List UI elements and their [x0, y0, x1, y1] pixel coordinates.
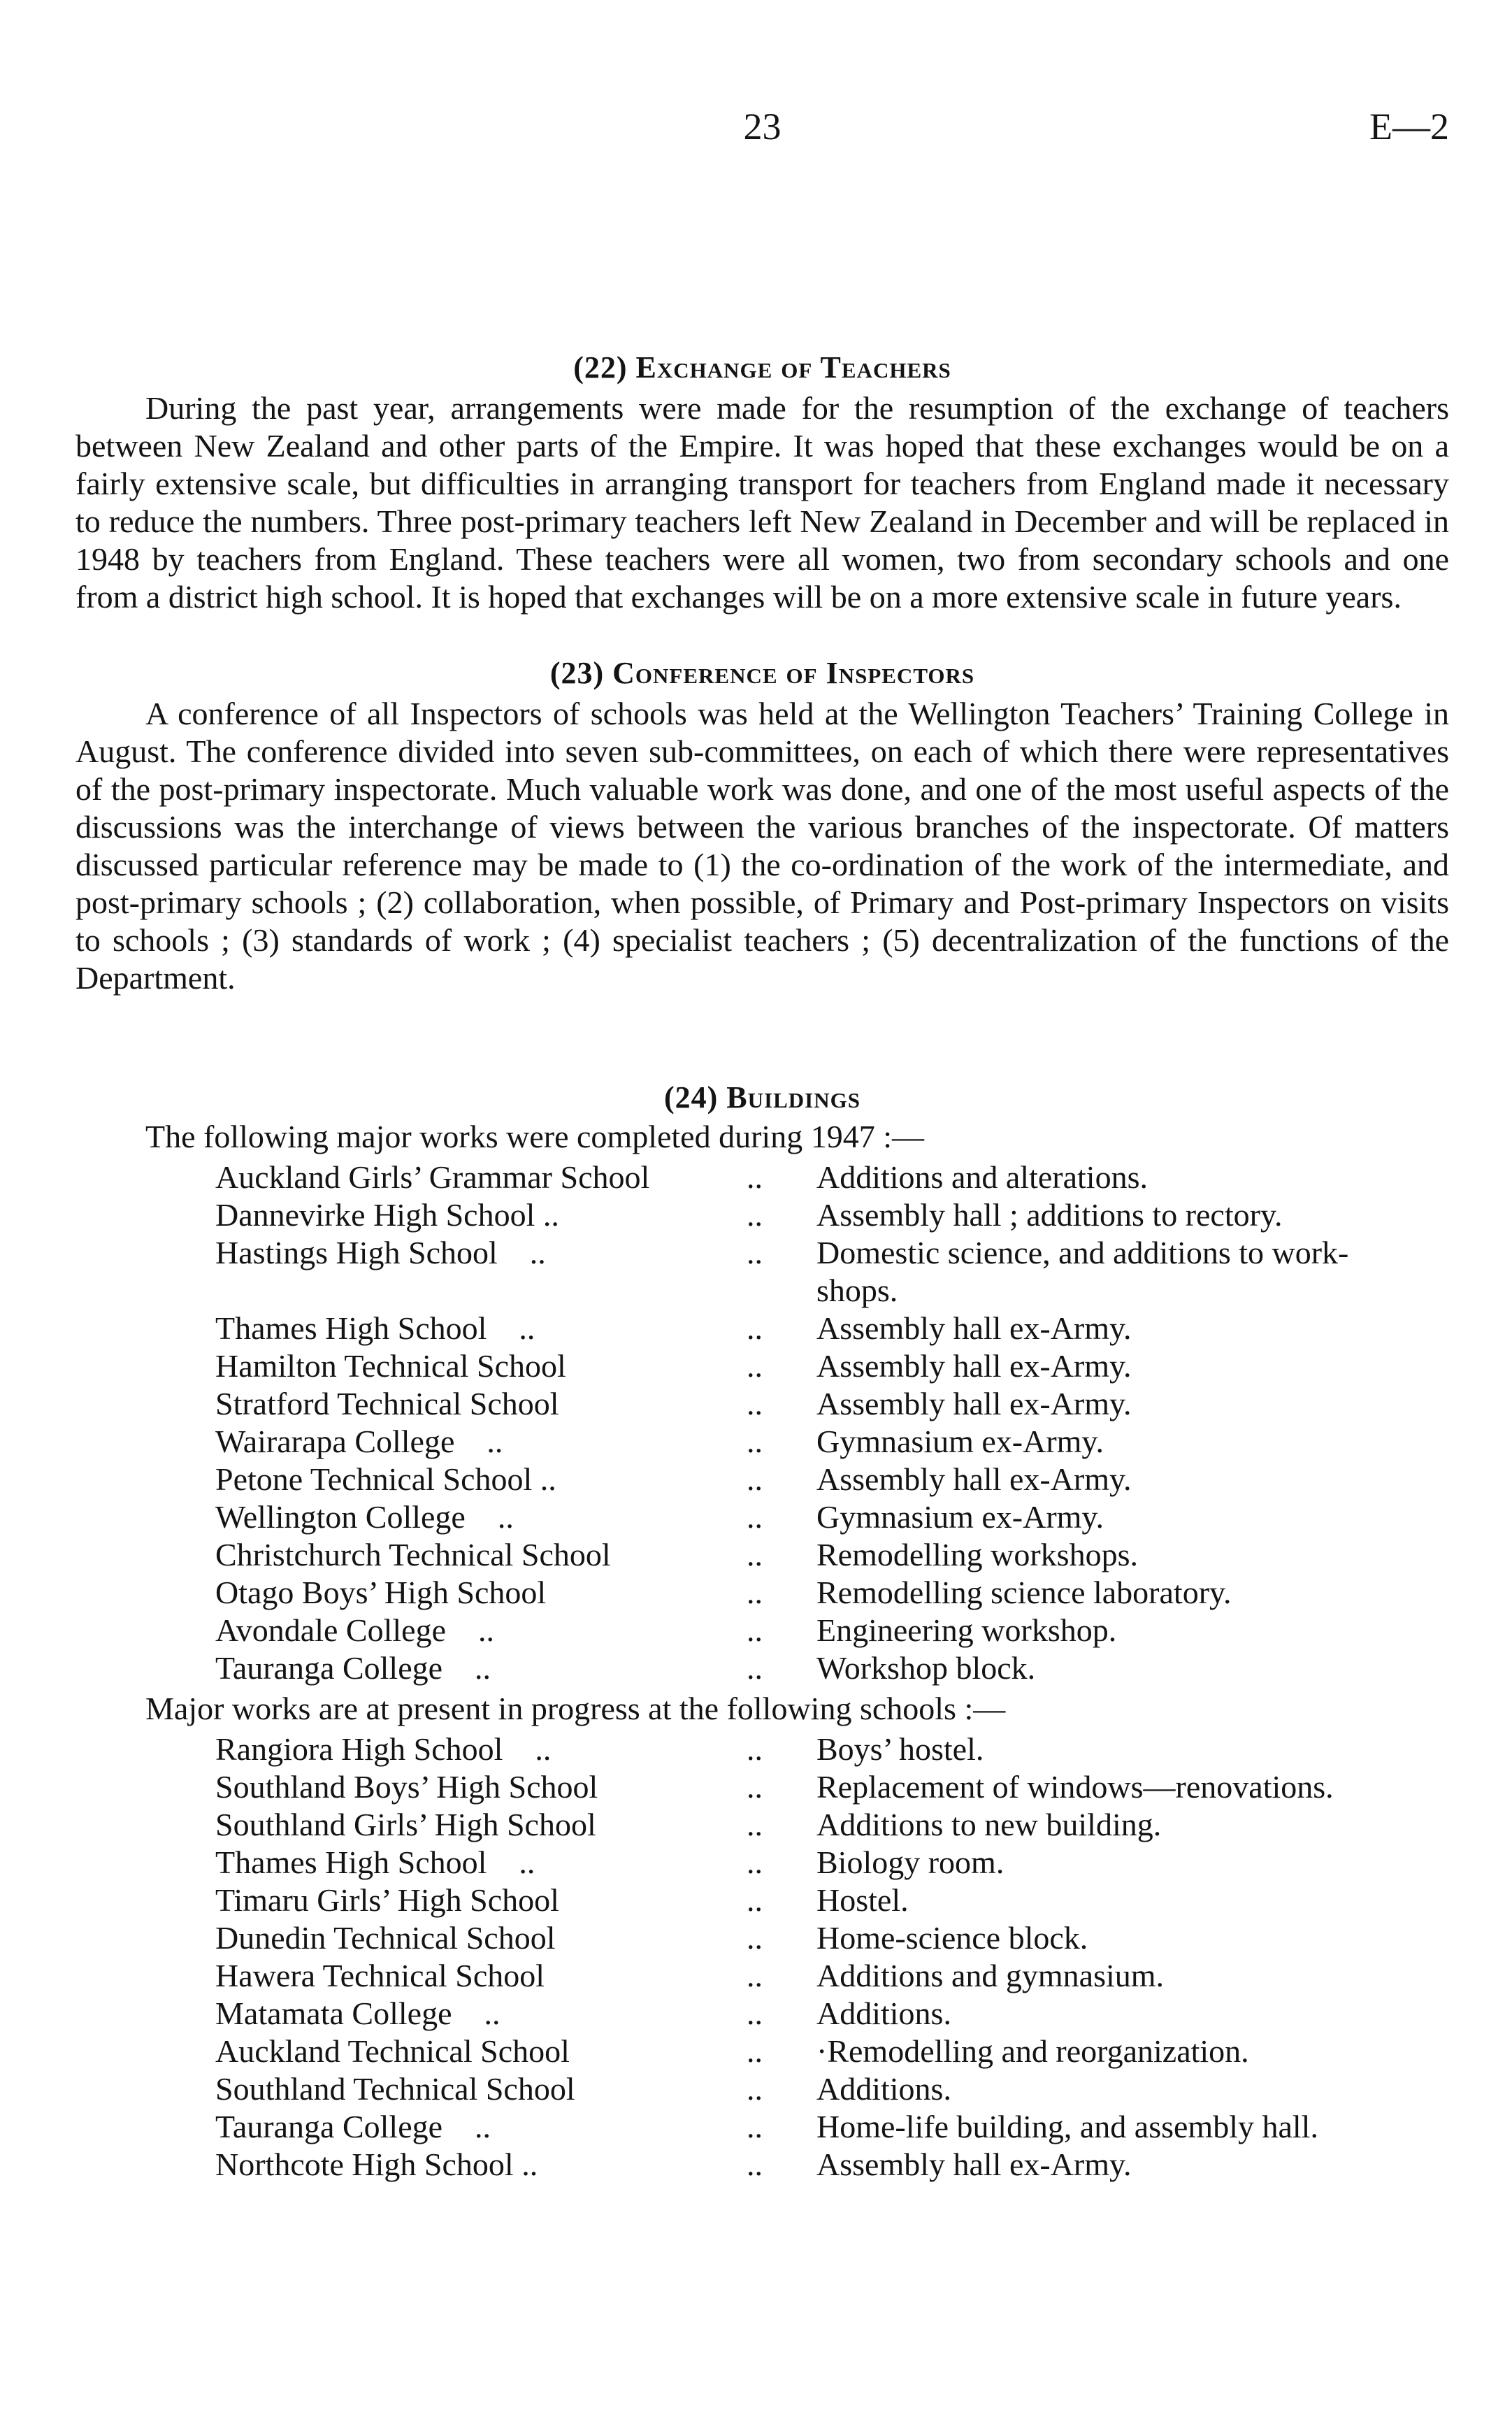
work-row	[215, 1159, 1449, 1196]
school-name: Southland Boys’ High School	[215, 1769, 598, 1805]
work-row	[215, 1461, 1449, 1498]
work-row	[215, 1347, 1449, 1385]
work-row	[215, 1234, 1449, 1310]
work-description	[816, 1536, 1449, 1574]
work-description-text: Gymnasium ex-Army.	[816, 1424, 1104, 1459]
work-description	[816, 1882, 1449, 1919]
work-description-text: Hostel.	[816, 1882, 909, 1918]
work-description	[816, 1730, 1449, 1768]
work-row	[215, 2146, 1449, 2184]
school-name: Auckland Technical School	[215, 2033, 570, 2069]
work-description	[816, 2033, 1449, 2070]
leader-dots: ..	[747, 1731, 763, 1767]
school-name: Hawera Technical School	[215, 1958, 545, 1993]
school-name: Tauranga College ..	[215, 2109, 491, 2144]
work-description-text: Home-science block.	[816, 1920, 1088, 1956]
school-name: Dannevirke High School ..	[215, 1197, 559, 1233]
work-description-text: Additions to new building.	[816, 1807, 1162, 1842]
paragraph-exchange-of-teachers: During the past year, arrangements were made for the resumption of the exchange of teachers between New Zealand and other parts of the Empire. It was hoped that these exchanges would be on a fairly extensive scale, but difficulties in arranging transport for teachers from England made it necessary to reduce the numbers. Three post-primary teachers left New Zealand in December and will be replaced in 1948 by teachers from England. These teachers were all women, two from secondary schools and one from a district high school. It is hoped that exchanges will be on a more extensive scale in future years.	[75, 390, 1449, 615]
work-description-text: Assembly hall ex-Army.	[816, 1386, 1132, 1421]
document-page	[75, 105, 1449, 2184]
leader-dots: ..	[747, 1159, 763, 1195]
school-name: Petone Technical School ..	[215, 1461, 556, 1497]
leader-dots: ..	[747, 1612, 763, 1648]
school-name: Christchurch Technical School	[215, 1537, 611, 1572]
work-description-text: Assembly hall ex-Army.	[816, 2147, 1132, 2182]
leader-dots: ..	[747, 2147, 763, 2182]
school-name: Auckland Girls’ Grammar School	[215, 1159, 650, 1195]
school-name: Tauranga College ..	[215, 1650, 491, 1686]
work-description	[816, 1574, 1449, 1612]
school-name: Wellington College ..	[215, 1499, 514, 1535]
work-description-continuation: shops.	[816, 1273, 898, 1308]
leader-dots: ..	[747, 1650, 763, 1686]
school-name: Matamata College ..	[215, 1995, 501, 2031]
work-description-text: Assembly hall ex-Army.	[816, 1348, 1132, 1384]
leader-dots: ..	[747, 1386, 763, 1421]
work-description	[816, 1612, 1449, 1649]
work-description	[816, 1498, 1449, 1536]
school-name: Southland Technical School	[215, 2071, 575, 2107]
school-name: Timaru Girls’ High School	[215, 1882, 559, 1918]
work-row	[215, 1310, 1449, 1347]
paragraph-conference-of-inspectors: A conference of all Inspectors of schools was held at the Wellington Teachers’ Training College in August. The conference divided into seven sub-committees, on each of which there were representatives of the post-primary inspectorate. Much valuable work was done, and one of the most useful aspects of the discussions was the interchange of views between the various branches of the inspectorate. Of matters discussed particular reference may be made to (1) the co-ordination of the work of the intermediate, and post-primary schools ; (2) collaboration, when possible, of Primary and Post-primary Inspectors on visits to schools ; (3) standards of work ; (4) specialist teachers ; (5) decentralization of the functions of the Department.	[75, 696, 1449, 996]
work-description	[816, 1196, 1449, 1234]
work-description-text: Assembly hall ; additions to rectory.	[816, 1197, 1283, 1233]
leader-dots: ..	[747, 1348, 763, 1384]
work-row	[215, 1498, 1449, 1536]
work-description	[816, 1159, 1449, 1196]
work-description	[816, 1844, 1449, 1882]
progress-works-list	[215, 1730, 1449, 2184]
leader-dots: ..	[747, 1575, 763, 1610]
work-row	[215, 2108, 1449, 2146]
work-description-text: Domestic science, and additions to work-	[816, 1235, 1349, 1270]
work-row	[215, 2033, 1449, 2070]
work-description	[816, 1347, 1449, 1385]
work-description-text: Biology room.	[816, 1844, 1005, 1880]
work-row	[215, 1957, 1449, 1995]
school-name: Thames High School ..	[215, 1310, 535, 1346]
work-row	[215, 1882, 1449, 1919]
school-name: Hastings High School ..	[215, 1235, 546, 1270]
work-description	[816, 1461, 1449, 1498]
work-description	[816, 1995, 1449, 2033]
work-description	[816, 2108, 1449, 2146]
work-description-text: Additions and alterations.	[816, 1159, 1148, 1195]
work-description-text: Boys’ hostel.	[816, 1731, 984, 1767]
work-description-text: Engineering workshop.	[816, 1612, 1117, 1648]
completed-works-intro: The following major works were completed during 1947 :—	[145, 1119, 924, 1154]
completed-works-list	[215, 1159, 1449, 1687]
work-description	[816, 1234, 1449, 1310]
school-name: Avondale College ..	[215, 1612, 494, 1648]
work-description	[816, 1919, 1449, 1957]
leader-dots: ..	[747, 1995, 763, 2031]
leader-dots: ..	[747, 1807, 763, 1842]
work-row	[215, 1919, 1449, 1957]
work-description-text: Gymnasium ex-Army.	[816, 1499, 1104, 1535]
work-description	[816, 1423, 1449, 1461]
work-row	[215, 1574, 1449, 1612]
work-description-text: Additions.	[816, 1995, 951, 2031]
work-row	[215, 1612, 1449, 1649]
leader-dots: ..	[747, 1499, 763, 1535]
school-name: Northcote High School ..	[215, 2147, 538, 2182]
progress-works-intro: Major works are at present in progress at the following schools :—	[145, 1691, 1006, 1726]
work-description-text: Home-life building, and assembly hall.	[816, 2109, 1318, 2144]
work-description	[816, 2070, 1449, 2108]
work-row	[215, 1730, 1449, 1768]
work-row	[215, 1768, 1449, 1806]
work-row	[215, 2070, 1449, 2108]
work-row	[215, 1649, 1449, 1687]
leader-dots: ..	[747, 1958, 763, 1993]
work-description-text: Remodelling science laboratory.	[816, 1575, 1232, 1610]
work-row	[215, 1423, 1449, 1461]
work-description-text: Assembly hall ex-Army.	[816, 1461, 1132, 1497]
work-description	[816, 2146, 1449, 2184]
leader-dots: ..	[747, 1461, 763, 1497]
page-header	[75, 105, 1449, 168]
leader-dots: ..	[747, 2109, 763, 2144]
document-reference: E—2	[1369, 106, 1449, 148]
work-description	[816, 1385, 1449, 1423]
section-title-exchange-of-teachers: (22) Exchange of Teachers	[573, 350, 951, 385]
leader-dots: ..	[747, 1424, 763, 1459]
school-name: Stratford Technical School	[215, 1386, 559, 1421]
school-name: Otago Boys’ High School	[215, 1575, 547, 1610]
school-name: Hamilton Technical School	[215, 1348, 566, 1384]
school-name: Wairarapa College ..	[215, 1424, 503, 1459]
school-name: Dunedin Technical School	[215, 1920, 556, 1956]
section-title-conference-of-inspectors: (23) Conference of Inspectors	[549, 656, 975, 690]
work-description-text: Replacement of windows—renovations.	[816, 1769, 1334, 1805]
section-title-buildings: (24) Buildings	[664, 1080, 861, 1115]
leader-dots: ..	[747, 1844, 763, 1880]
school-name: Southland Girls’ High School	[215, 1807, 596, 1842]
leader-dots: ..	[747, 1197, 763, 1233]
work-description-text: ·Remodelling and reorganization.	[816, 2033, 1249, 2069]
work-row	[215, 1806, 1449, 1844]
leader-dots: ..	[747, 1920, 763, 1956]
leader-dots: ..	[747, 1235, 763, 1270]
work-row	[215, 1385, 1449, 1423]
work-description-text: Assembly hall ex-Army.	[816, 1310, 1132, 1346]
work-description-text: Workshop block.	[816, 1650, 1036, 1686]
work-description-text: Remodelling workshops.	[816, 1537, 1138, 1572]
school-name: Thames High School ..	[215, 1844, 535, 1880]
leader-dots: ..	[747, 1310, 763, 1346]
leader-dots: ..	[747, 1882, 763, 1918]
work-row	[215, 1995, 1449, 2033]
work-description	[816, 1806, 1449, 1844]
work-row	[215, 1844, 1449, 1882]
work-row	[215, 1536, 1449, 1574]
work-description	[816, 1957, 1449, 1995]
work-description-text: Additions and gymnasium.	[816, 1958, 1165, 1993]
leader-dots: ..	[747, 2033, 763, 2069]
work-description	[816, 1768, 1449, 1806]
work-description-text: Additions.	[816, 2071, 951, 2107]
work-description	[816, 1649, 1449, 1687]
school-name: Rangiora High School ..	[215, 1731, 552, 1767]
leader-dots: ..	[747, 2071, 763, 2107]
leader-dots: ..	[747, 1769, 763, 1805]
leader-dots: ..	[747, 1537, 763, 1572]
work-description	[816, 1310, 1449, 1347]
work-row	[215, 1196, 1449, 1234]
page-number: 23	[743, 106, 782, 148]
